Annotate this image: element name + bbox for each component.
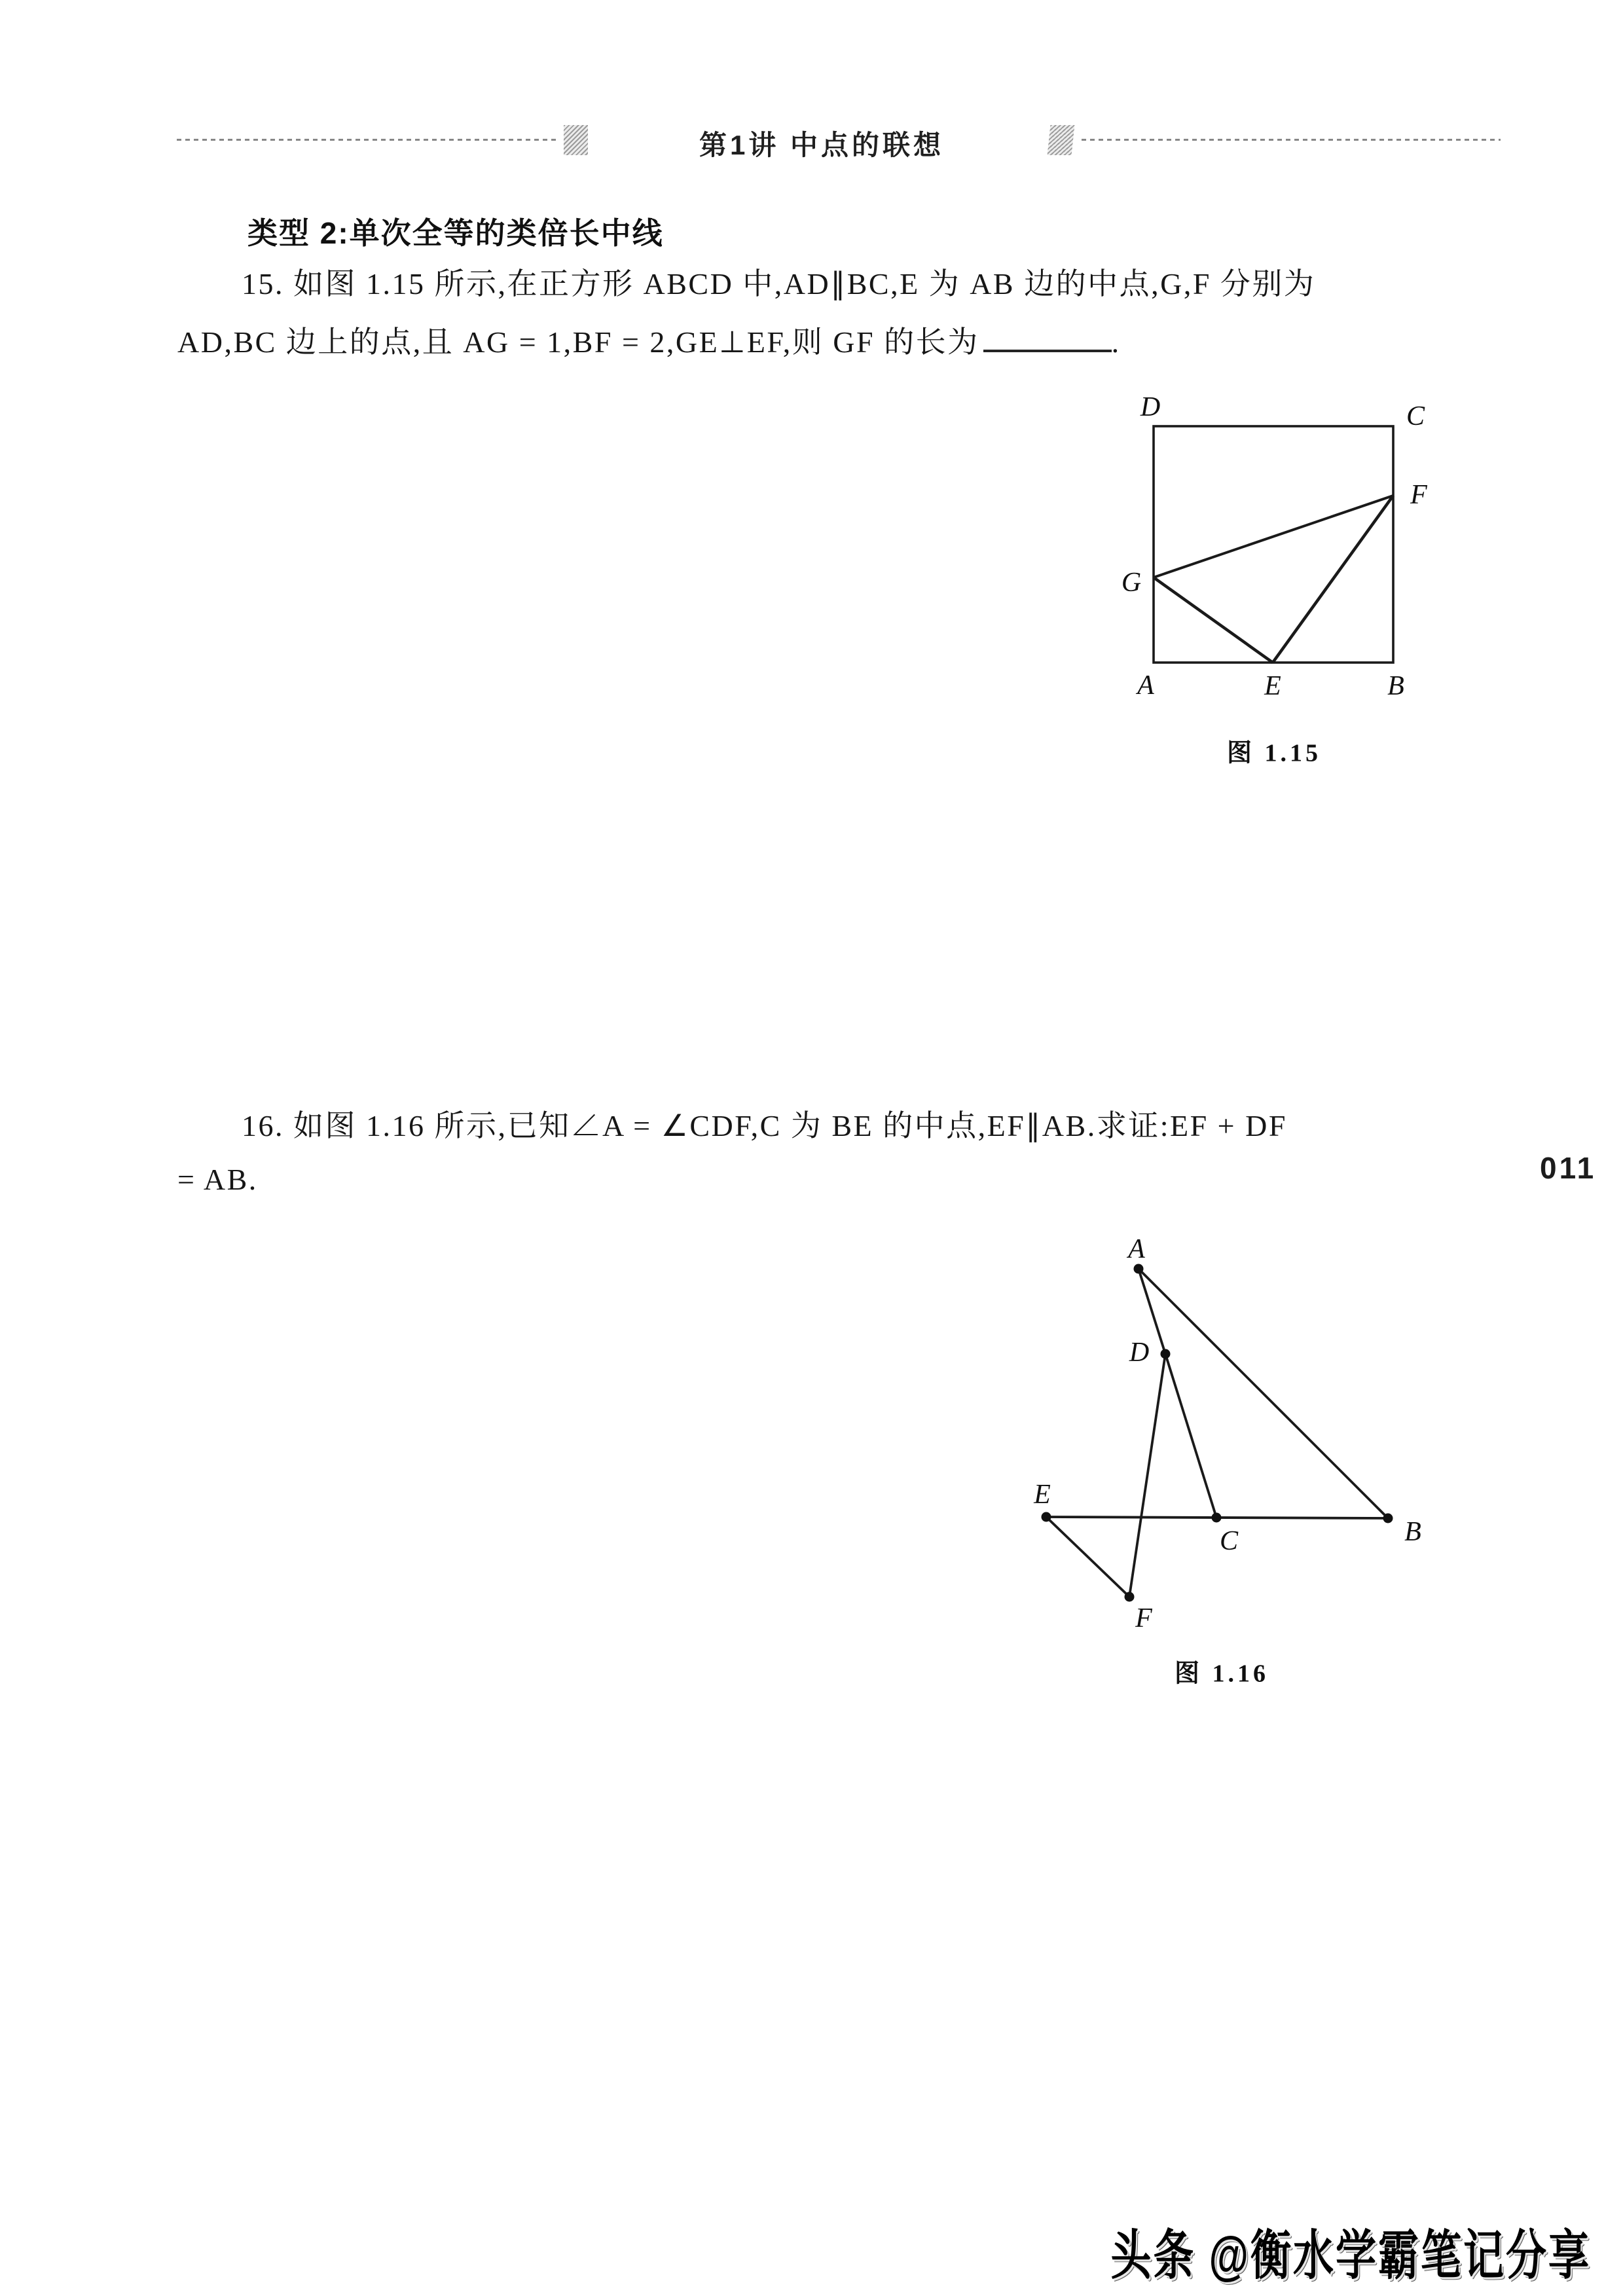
vertex-label-f: F [1410,480,1427,510]
problem-15-line-2-period: . [1111,325,1121,359]
section-heading: 类型 2:单次全等的类倍长中线 [247,216,664,250]
point-c [1212,1513,1222,1523]
figure-1-15 [1113,386,1460,773]
problem-15-line-1: 15. 如图 1.15 所示,在正方形 ABCD 中,AD∥BC,E 为 AB 边的中点,G,F 分别为 [242,267,1316,301]
vertex-label-e: E [1034,1480,1051,1510]
problem-15-line-2 [177,319,1121,360]
problem-15-line-2-text: AD,BC 边上的点,且 AG = 1,BF = 2,GE⊥EF,则 GF 的长为 [177,325,979,359]
vertex-label-b: B [1387,671,1404,701]
watermark: 头条 @衡水学霸笔记分享 [1110,2226,1591,2286]
point-e [1042,1512,1051,1522]
segment-ef [1046,1517,1129,1597]
answer-blank [983,319,1112,352]
chapter-title: 第1讲 中点的联想 [699,130,945,160]
segment-df [1129,1354,1165,1597]
vertex-label-d: D [1129,1338,1150,1368]
hatch-ornament-icon [1048,125,1075,155]
vertex-label-d: D [1140,392,1161,422]
vertex-label-g: G [1121,568,1142,598]
problem-16-line-2: = AB. [177,1163,258,1196]
vertex-label-e: E [1264,671,1281,701]
vertex-label-a: A [1128,1234,1145,1264]
segment-ef [1273,496,1393,663]
hatch-ornament-icon [564,125,588,155]
point-f [1125,1592,1135,1602]
vertex-label-f: F [1135,1603,1152,1633]
segment-dc [1165,1354,1216,1518]
figure-1-15-caption: 图 1.15 [1226,739,1322,767]
figure-1-15-drawing [1113,386,1460,773]
vertex-label-b: B [1404,1517,1421,1547]
segment-ab [1139,1269,1388,1518]
figure-1-16-caption: 图 1.16 [1174,1660,1269,1688]
figure-1-16 [1008,1224,1460,1692]
problem-16-line-1: 16. 如图 1.16 所示,已知∠A = ∠CDF,C 为 BE 的中点,EF∥AB.求证:EF + DF [242,1109,1287,1142]
header-dashed-rule-right [1082,139,1501,141]
figure-1-16-drawing [1008,1224,1460,1692]
vertex-label-c: C [1406,401,1425,431]
vertex-label-a: A [1137,670,1154,701]
point-b [1383,1514,1393,1523]
segment-gf [1154,496,1393,577]
point-d [1161,1349,1171,1359]
segment-ge [1154,577,1273,663]
page-number: 011 [1540,1151,1597,1185]
header-dashed-rule-left [177,139,560,141]
vertex-label-c: C [1219,1526,1239,1556]
point-a [1134,1264,1144,1274]
